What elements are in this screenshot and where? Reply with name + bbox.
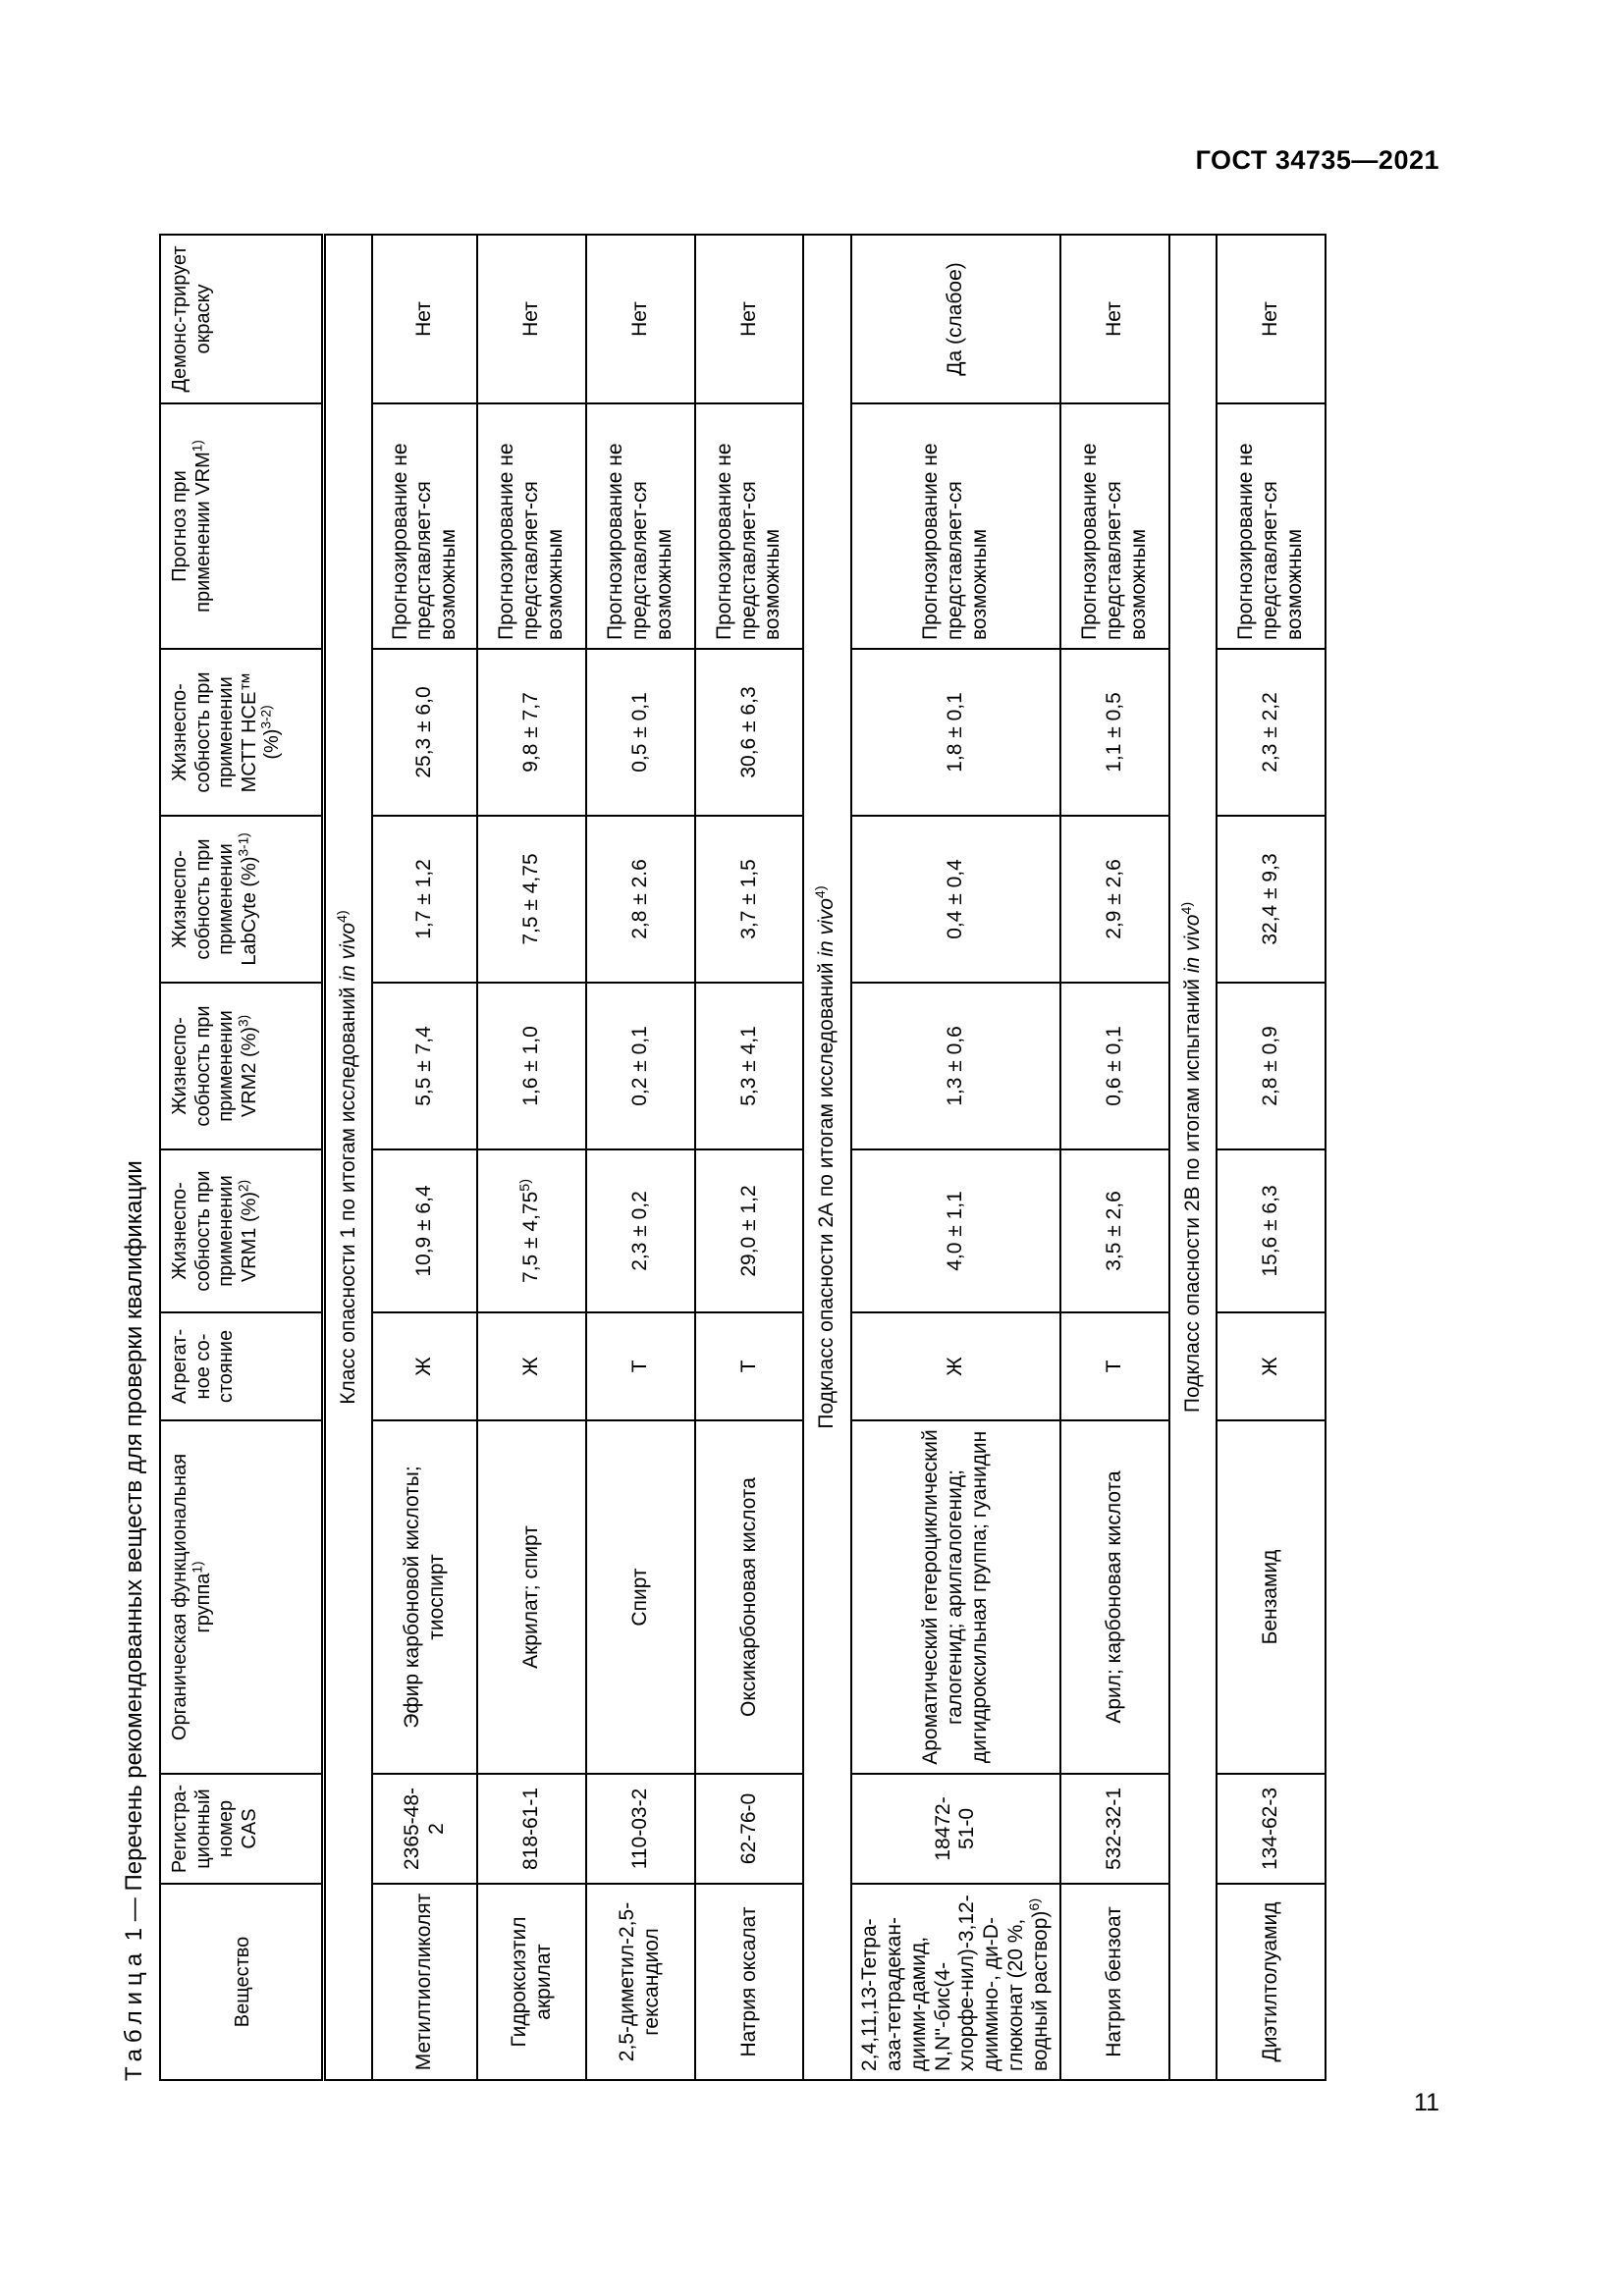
caption-prefix: Таблица — [121, 1947, 147, 2081]
group-label-text: Подкласс опасности 2В по итогам испытаний — [1180, 978, 1204, 1414]
cell-state: Ж — [851, 1312, 1060, 1420]
table-row — [586, 235, 695, 2080]
col-header-labcyte-text: Жизнеспо-собность при применении LabCyte (%) — [169, 838, 260, 966]
cell-prognosis: Прогнозирование не представляет-ся возможным — [477, 403, 586, 649]
cell-labcyte: 3,7 ± 1,5 — [695, 816, 804, 983]
col-header-cas: Регистра-ционный номер CAS — [160, 1774, 323, 1884]
cell-prognosis: Прогнозирование не представляет-ся возможным — [372, 403, 477, 649]
cell-substance-text: 2,4,11,13-Тетра-аза-тетрадекан-диими-дамид, N,N''-бис(4-хлорфе-нил)-3,12-диимино-, ди-D-глюконат (20 %, водный раствор) — [858, 1895, 1052, 2071]
document-code: ГОСТ 34735—2021 — [1195, 145, 1439, 175]
group-label-text: Подкласс опасности 2А по итогам исследований — [815, 962, 839, 1429]
cell-state: Ж — [372, 1312, 477, 1420]
cell-mctt: 9,8 ± 7,7 — [477, 649, 586, 816]
table-row — [1060, 235, 1169, 2080]
cell-substance-sup: 6) — [1026, 1897, 1043, 1911]
col-header-labcyte-sup: 3-1) — [236, 832, 251, 857]
cell-prognosis: Прогнозирование не представляет-ся возможным — [851, 403, 1060, 649]
col-header-vrm2 — [160, 983, 323, 1149]
cell-prognosis: Прогнозирование не представляет-ся возможным — [695, 403, 804, 649]
cell-mctt: 2,3 ± 2,2 — [1217, 649, 1326, 816]
cell-vrm1-sup: 5) — [517, 1179, 534, 1192]
cell-group: Ароматический гетероциклический галогенид; арилгалогенид; дигидроксильная группа; гуанидин — [851, 1420, 1060, 1774]
col-header-vrm1-text: Жизнеспо-собность при применении VRM1 (%) — [169, 1170, 260, 1292]
col-header-prognosis-sup: 1) — [189, 440, 204, 453]
cell-cas: 818-61-1 — [477, 1774, 586, 1884]
col-header-vrm1 — [160, 1149, 323, 1312]
col-header-vrm2-text: Жизнеспо-собность при применении VRM2 (%) — [169, 1005, 260, 1127]
cell-coloring: Нет — [477, 235, 586, 403]
cell-labcyte: 2,8 ± 2.6 — [586, 816, 695, 983]
cell-coloring: Нет — [1060, 235, 1169, 403]
cell-vrm1: 2,3 ± 0,2 — [586, 1149, 695, 1312]
col-header-prognosis — [160, 403, 323, 649]
cell-vrm2: 1,3 ± 0,6 — [851, 983, 1060, 1149]
table-row — [477, 235, 586, 2080]
table-caption — [110, 1160, 159, 2081]
group-label-sup: 4) — [334, 910, 351, 923]
cell-labcyte: 1,7 ± 1,2 — [372, 816, 477, 983]
header-row — [160, 235, 323, 2080]
table-row — [695, 235, 804, 2080]
cell-coloring: Нет — [372, 235, 477, 403]
col-header-group — [160, 1420, 323, 1774]
cell-substance: 2,5-диметил-2,5-гександиол — [586, 1884, 695, 2080]
group-label — [1169, 235, 1217, 2080]
cell-prognosis: Прогнозирование не представляет-ся возможным — [586, 403, 695, 649]
cell-cas: 134-62-3 — [1217, 1774, 1326, 1884]
col-header-mctt-sup: 3-2) — [258, 705, 274, 729]
cell-cas: 62-76-0 — [695, 1774, 804, 1884]
cell-cas: 2365-48-2 — [372, 1774, 477, 1884]
group-label-sup: 4) — [813, 885, 830, 899]
cell-coloring: Нет — [695, 235, 804, 403]
table-row — [372, 235, 477, 2080]
cell-vrm1-value: 7,5 ± 4,75 — [519, 1191, 543, 1283]
cell-mctt: 1,1 ± 0,5 — [1060, 649, 1169, 816]
cell-coloring: Нет — [1217, 235, 1326, 403]
cell-vrm2: 2,8 ± 0,9 — [1217, 983, 1326, 1149]
col-header-substance: Вещество — [160, 1884, 323, 2080]
cell-state: Ж — [1217, 1312, 1326, 1420]
cell-group: Оксикарбоновая кислота — [695, 1420, 804, 1774]
cell-state: Т — [1060, 1312, 1169, 1420]
group-label — [323, 235, 372, 2080]
cell-mctt: 0,5 ± 0,1 — [586, 649, 695, 816]
cell-vrm2: 5,5 ± 7,4 — [372, 983, 477, 1149]
group-row — [1169, 235, 1217, 2080]
cell-cas: 18472-51-0 — [851, 1774, 1060, 1884]
cell-group: Арил; карбоновая кислота — [1060, 1420, 1169, 1774]
cell-state: Т — [586, 1312, 695, 1420]
page-number: 11 — [1414, 2089, 1439, 2116]
col-header-coloring: Демонс-трирует окраску — [160, 235, 323, 403]
group-label — [803, 235, 850, 2080]
cell-vrm1: 3,5 ± 2,6 — [1060, 1149, 1169, 1312]
cell-vrm2: 0,6 ± 0,1 — [1060, 983, 1169, 1149]
cell-vrm1: 4,0 ± 1,1 — [851, 1149, 1060, 1312]
cell-labcyte: 0,4 ± 0,4 — [851, 816, 1060, 983]
col-header-vrm1-sup: 2) — [236, 1179, 251, 1192]
col-header-mctt — [160, 649, 323, 816]
cell-mctt: 25,3 ± 6,0 — [372, 649, 477, 816]
cell-vrm1: 29,0 ± 1,2 — [695, 1149, 804, 1312]
group-row — [803, 235, 850, 2080]
col-header-vrm2-sup: 3) — [236, 1014, 251, 1027]
caption-title: — Перечень рекомендованных веществ для проверки квалификации — [121, 1160, 147, 1922]
col-header-labcyte — [160, 816, 323, 983]
cell-labcyte: 2,9 ± 2,6 — [1060, 816, 1169, 983]
col-header-prognosis-text: Прогноз при применении VRM — [169, 452, 214, 613]
cell-prognosis: Прогнозирование не представляет-ся возможным — [1217, 403, 1326, 649]
rotated-table-area — [110, 118, 1485, 2081]
cell-vrm1: 15,6 ± 6,3 — [1217, 1149, 1326, 1312]
cell-mctt: 30,6 ± 6,3 — [695, 649, 804, 816]
cell-substance: Натрия оксалат — [695, 1884, 804, 2080]
group-row — [323, 235, 372, 2080]
cell-labcyte: 7,5 ± 4,75 — [477, 816, 586, 983]
col-header-mctt-text: Жизнеспо-собность при применении МСТТ HCE™ (%) — [169, 671, 284, 793]
cell-cas: 110-03-2 — [586, 1774, 695, 1884]
cell-vrm2: 5,3 ± 4,1 — [695, 983, 804, 1149]
table-row — [1217, 235, 1326, 2080]
qualification-substances-table — [159, 234, 1326, 2081]
group-label-italic: in vivo — [815, 898, 839, 957]
cell-group: Эфир карбоновой кислоты; тиоспирт — [372, 1420, 477, 1774]
caption-number: 1 — [121, 1927, 147, 1942]
cell-coloring: Да (слабое) — [851, 235, 1060, 403]
col-header-group-text: Органическая функциональная группа — [169, 1453, 214, 1741]
cell-prognosis: Прогнозирование не представляет-ся возможным — [1060, 403, 1169, 649]
cell-mctt: 1,8 ± 0,1 — [851, 649, 1060, 816]
cell-coloring: Нет — [586, 235, 695, 403]
table-row — [851, 235, 1060, 2080]
cell-group: Бензамид — [1217, 1420, 1326, 1774]
col-header-state: Агрегат-ное со-стояние — [160, 1312, 323, 1420]
group-label-italic: in vivo — [336, 923, 359, 982]
cell-labcyte: 32,4 ± 9,3 — [1217, 816, 1326, 983]
cell-substance: Диэтилтолуамид — [1217, 1884, 1326, 2080]
cell-substance: Натрия бензоат — [1060, 1884, 1169, 2080]
cell-state: Ж — [477, 1312, 586, 1420]
cell-substance: Метилтиогликолят — [372, 1884, 477, 2080]
cell-group: Спирт — [586, 1420, 695, 1774]
cell-state: Т — [695, 1312, 804, 1420]
cell-vrm2: 1,6 ± 1,0 — [477, 983, 586, 1149]
cell-substance — [851, 1884, 1060, 2080]
group-label-text: Класс опасности 1 по итогам исследований — [336, 987, 359, 1405]
cell-group: Акрилат; спирт — [477, 1420, 586, 1774]
cell-vrm1: 10,9 ± 6,4 — [372, 1149, 477, 1312]
group-label-sup: 4) — [1178, 901, 1195, 915]
cell-vrm1 — [477, 1149, 586, 1312]
col-header-group-sup: 1) — [189, 1561, 204, 1574]
cell-vrm2: 0,2 ± 0,1 — [586, 983, 695, 1149]
cell-cas: 532-32-1 — [1060, 1774, 1169, 1884]
group-label-italic: in vivo — [1180, 914, 1204, 974]
cell-substance: Гидроксиэтил акрилат — [477, 1884, 586, 2080]
